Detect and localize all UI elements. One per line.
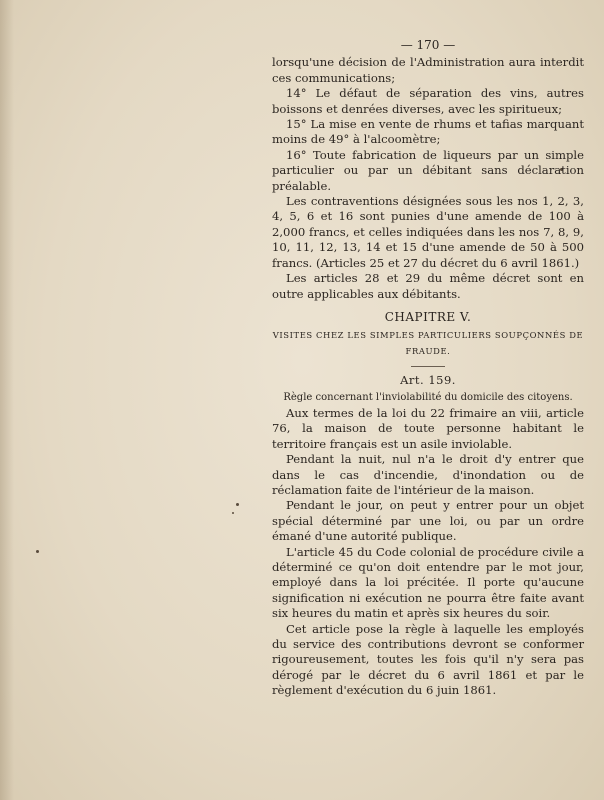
paragraph-continuation: lorsqu'une décision de l'Administration aura interdit ces communications; [272, 55, 584, 85]
paragraph-regle: Cet article pose la règle à laquelle les employés du service des contributions devront se conformer rigoureusement, toutes les fois qu'il n'y sera pas dérogé par le décret du 6 avril 1861 et par le règlement d'exécution du 6 juin 1861. [272, 621, 584, 698]
paragraph-contraventions: Les contraventions désignées sous les nos 1, 2, 3, 4, 5, 6 et 16 sont punies d'une amende de 100 à 2,000 francs, et celles indiquées dans les nos 7, 8, 9, 10, 11, 12, 13, 14 et 15 d'une amende de 50 à 500 francs. (Articles 25 et 27 du décret du 6 avril 1861.) [272, 194, 584, 270]
page-edge-shadow [0, 0, 14, 800]
chapter-title: CHAPITRE V. [384, 309, 472, 324]
paragraph-item-15: 15° La mise en vente de rhums et tafias marquant moins de 49° à l'alcoomètre; [272, 117, 584, 147]
paragraph-item-16: 16° Toute fabrication de liqueurs par un simple particulier ou par un débitant sans déclaration préalable. [272, 147, 584, 193]
section-divider [411, 366, 445, 367]
chapter-subtitle: VISITES CHEZ LES SIMPLES PARTICULIERS SOUPÇONNÉS DE FRAUDE. [272, 330, 584, 356]
article-subtitle: Règle concernant l'inviolabilité du domicile des citoyens. [283, 391, 573, 403]
paragraph-nuit: Pendant la nuit, nul n'a le droit d'y entrer que dans le cas d'incendie, d'inondation ou de réclamation faite de l'intérieur de la maison. [272, 452, 584, 497]
paper-speck [36, 550, 39, 553]
paper-speck [232, 512, 234, 514]
article-title: Art. 159. [400, 373, 456, 388]
page-text-column [272, 38, 584, 699]
paragraph-jour: Pendant le jour, on peut y entrer pour un objet spécial déterminé par une loi, ou par un ordre émané d'une autorité publique. [272, 498, 584, 544]
paragraph-article-45: L'article 45 du Code colonial de procédure civile a déterminé ce qu'on doit entendre par le mot jour, employé dans la loi précitée. Il porte qu'aucune signification ni exécution ne pourra être faite avant six heures du matin et après six heures du soir. [272, 544, 584, 621]
paragraph-articles-28-29: Les articles 28 et 29 du même décret sont en outre applicables aux débitants. [272, 271, 584, 301]
paper-speck [236, 503, 239, 506]
paragraph-item-14: 14° Le défaut de séparation des vins, autres boissons et denrées diverses, avec les spiritueux; [272, 86, 584, 116]
page-number: — 170 — [400, 38, 456, 52]
paragraph-loi-frimaire: Aux termes de la loi du 22 frimaire an viii, article 76, la maison de toute personne habitant le territoire français est un asile inviolable. [272, 405, 584, 451]
